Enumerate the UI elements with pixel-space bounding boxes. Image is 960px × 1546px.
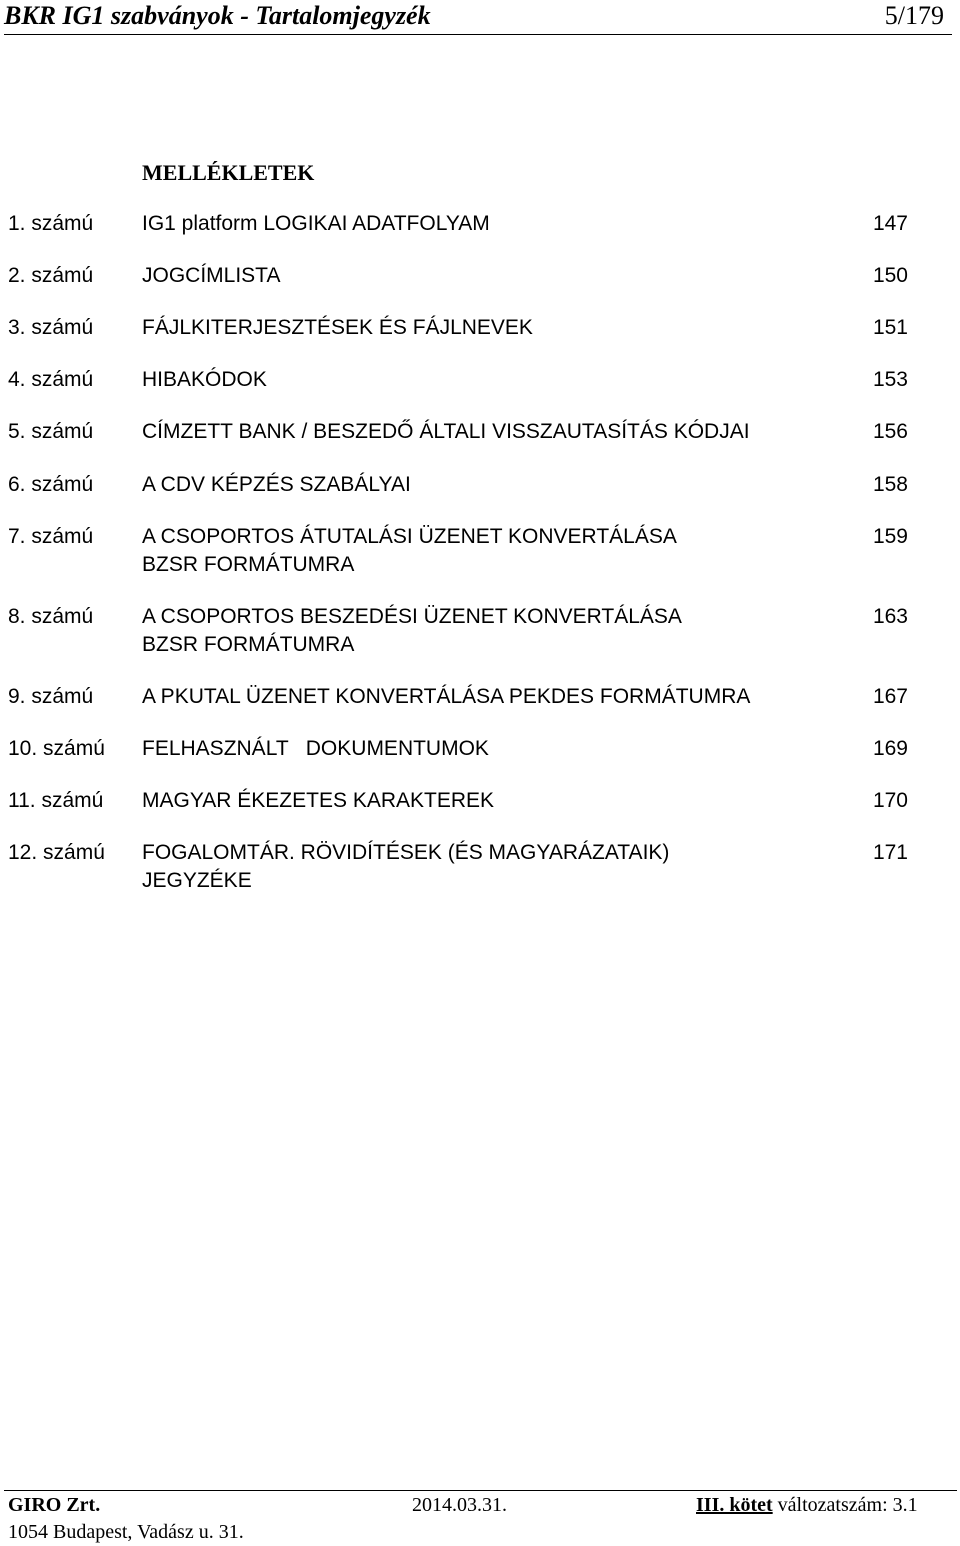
- toc-entry-page: 150: [872, 264, 908, 287]
- page-number: 5/179: [884, 1, 944, 30]
- toc-entry-number: 3. számú: [8, 316, 94, 339]
- toc-entry-page: 158: [872, 473, 908, 496]
- toc-entry-number: 7. számú: [8, 525, 94, 548]
- toc-entry-title: JOGCÍMLISTA: [142, 264, 281, 287]
- toc-entry-number: 9. számú: [8, 685, 94, 708]
- toc-entry-title: FÁJLKITERJESZTÉSEK ÉS FÁJLNEVEK: [142, 316, 533, 339]
- toc-entry-page: 159: [872, 525, 908, 548]
- toc-entry-page: 156: [872, 420, 908, 443]
- toc-entry-page: 169: [872, 737, 908, 760]
- toc-entry-number: 6. számú: [8, 473, 94, 496]
- footer-volume: III. kötet: [696, 1494, 773, 1516]
- toc-entry-page: 163: [872, 605, 908, 628]
- toc-entry-number: 11. számú: [8, 789, 104, 812]
- footer-date: 2014.03.31.: [412, 1494, 507, 1516]
- footer-version-info: [696, 1494, 918, 1517]
- toc-entry-title: IG1 platform LOGIKAI ADATFOLYAM: [142, 212, 490, 235]
- footer-address: 1054 Budapest, Vadász u. 31.: [8, 1521, 244, 1543]
- section-title: MELLÉKLETEK: [142, 160, 315, 185]
- toc-entry-page: 153: [872, 368, 908, 391]
- toc-entry-number: 10. számú: [8, 737, 105, 760]
- toc-entry-number: 12. számú: [8, 841, 105, 864]
- toc-entry-page: 171: [872, 841, 908, 864]
- toc-entry-title: MAGYAR ÉKEZETES KARAKTEREK: [142, 789, 495, 812]
- footer-version: változatszám: 3.1: [777, 1494, 918, 1516]
- toc-entry-page: 170: [872, 789, 908, 812]
- toc-entry-title: FOGALOMTÁR. RÖVIDÍTÉSEK (ÉS MAGYARÁZATAIK) JEGYZÉKE: [142, 841, 670, 892]
- toc-entry-title: A CSOPORTOS ÁTUTALÁSI ÜZENET KONVERTÁLÁSA BZSR FORMÁTUMRA: [142, 525, 677, 576]
- footer-company: GIRO Zrt.: [8, 1494, 101, 1516]
- toc-entry-number: 4. számú: [8, 368, 94, 391]
- toc-entry-title: A CDV KÉPZÉS SZABÁLYAI: [142, 473, 411, 496]
- page-footer: [4, 1490, 957, 1546]
- toc-entry-title: A PKUTAL ÜZENET KONVERTÁLÁSA PEKDES FORMÁTUMRA: [142, 685, 751, 708]
- toc-entry-title: CÍMZETT BANK / BESZEDŐ ÁLTALI VISSZAUTASÍTÁS KÓDJAI: [142, 420, 750, 443]
- toc-entry-number: 8. számú: [8, 605, 94, 628]
- page-header: [4, 0, 952, 35]
- toc-entry-title: FELHASZNÁLT DOKUMENTUMOK: [142, 737, 489, 760]
- toc-entry-title: A CSOPORTOS BESZEDÉSI ÜZENET KONVERTÁLÁSA BZSR FORMÁTUMRA: [142, 605, 682, 656]
- toc-entry-page: 147: [872, 212, 908, 235]
- toc-entry-number: 2. számú: [8, 264, 94, 287]
- toc-entry-page: 167: [872, 685, 908, 708]
- toc-entry-title: HIBAKÓDOK: [142, 368, 267, 391]
- toc-entry-number: 1. számú: [8, 212, 94, 235]
- toc-entry-page: 151: [872, 316, 908, 339]
- document-title: BKR IG1 szabványok - Tartalomjegyzék: [4, 1, 431, 30]
- toc-entry-number: 5. számú: [8, 420, 94, 443]
